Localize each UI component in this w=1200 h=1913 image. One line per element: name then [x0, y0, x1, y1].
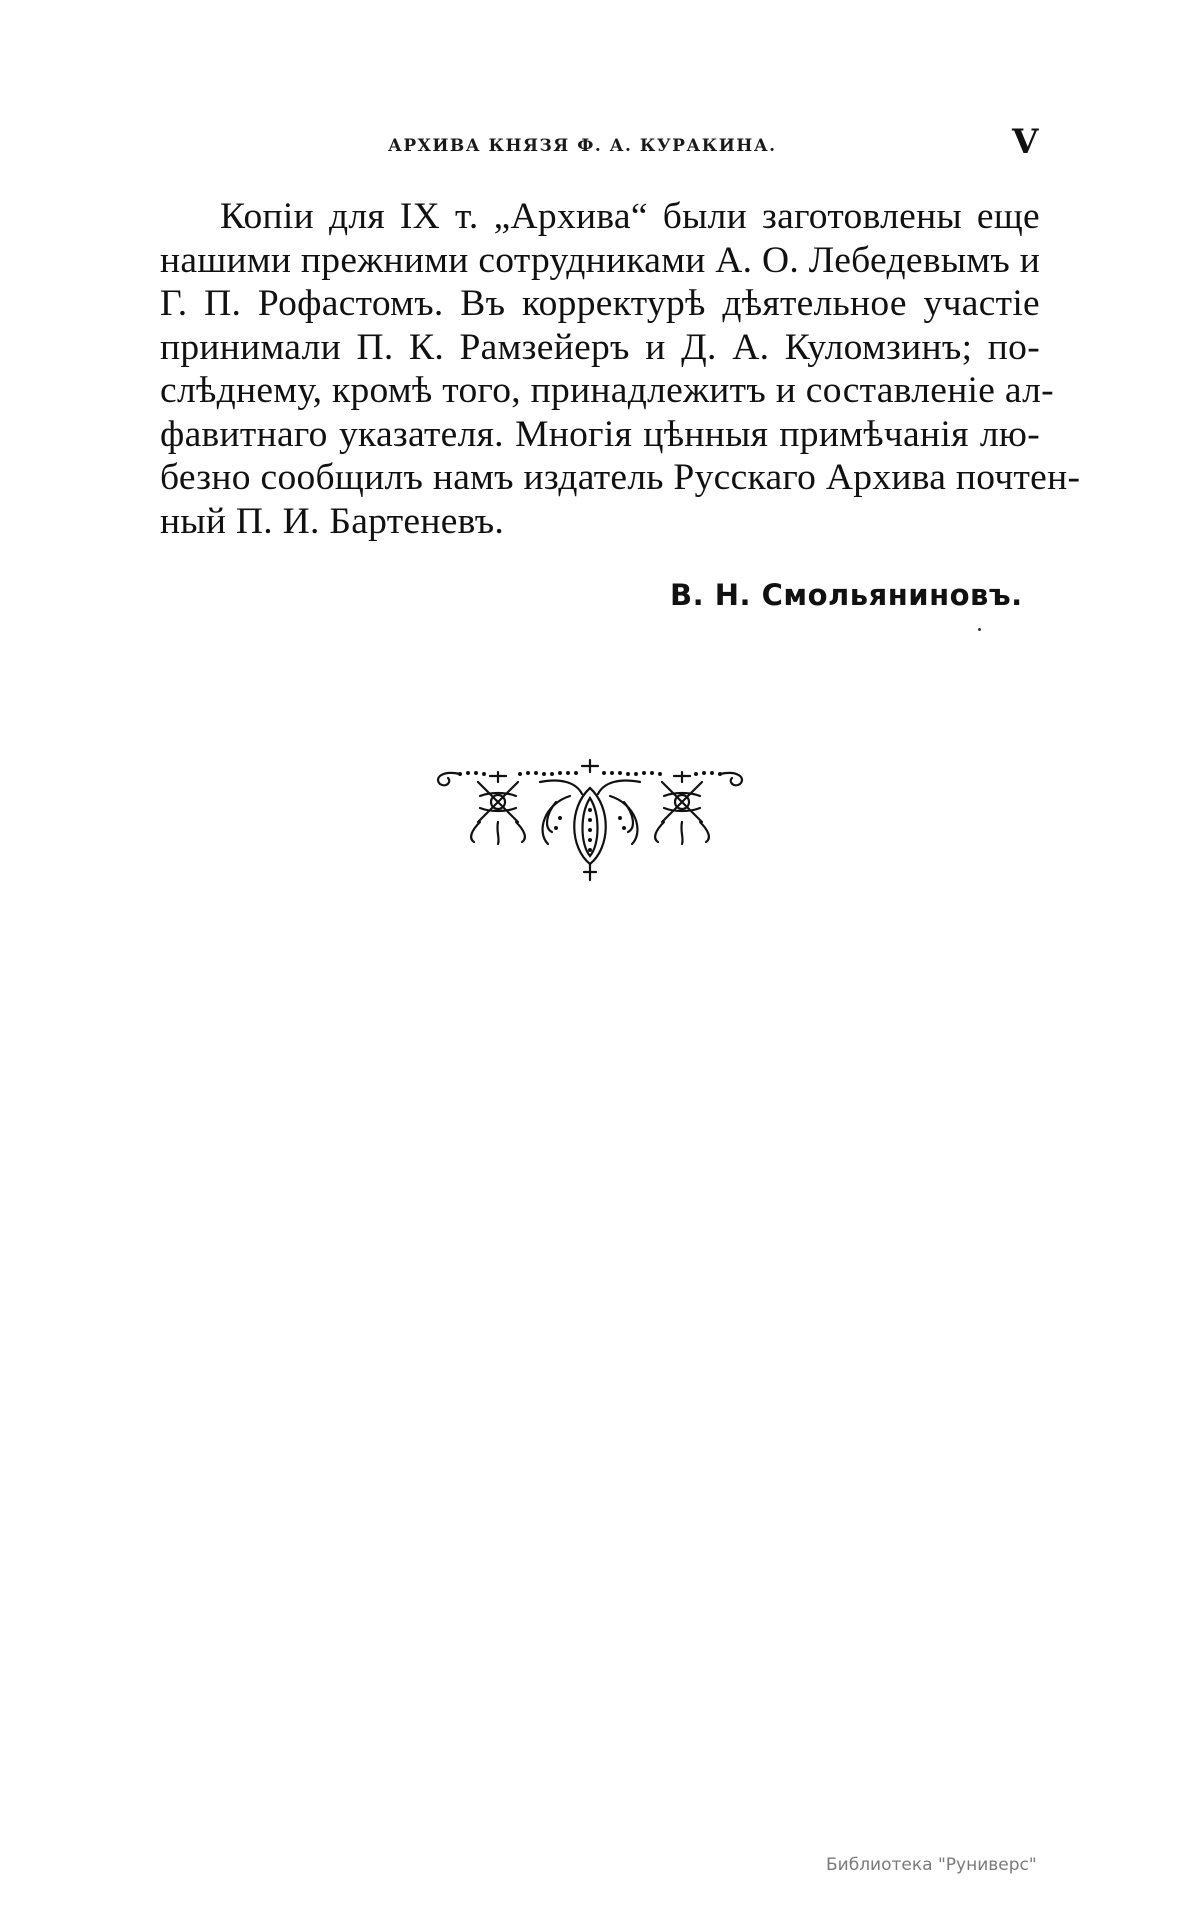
- running-head: АРХИВА КНЯЗЯ Ф. А. КУРАКИНА.: [388, 136, 777, 156]
- library-credit: Библиотека "Руниверс": [826, 1855, 1037, 1875]
- paragraph-line: фавитнаго указателя. Многія цѣнныя примѣчанія лю-: [160, 413, 1040, 455]
- paragraph-line: ный П. И. Бартеневъ.: [160, 500, 505, 542]
- print-speck: [978, 628, 981, 631]
- paragraph-line: принимали П. К. Рамзейеръ и Д. А. Куломзинъ; по-: [160, 326, 1040, 368]
- author-signature: В. Н. Смольяниновъ.: [670, 578, 1023, 612]
- paragraph-line: Г. П. Рофастомъ. Въ корректурѣ дѣятельное участіе: [160, 283, 1040, 324]
- ornament-right-scroll: [720, 773, 742, 785]
- page-number: V: [1012, 122, 1039, 162]
- paragraph-line: нашими прежними сотрудниками А. О. Лебедевымъ и: [160, 239, 1041, 281]
- ornament-right-knot: [655, 772, 709, 844]
- body-paragraph: [160, 195, 1081, 543]
- paragraph-line: Копіи для IX т. „Архива“ были заготовлены еще: [220, 196, 1040, 237]
- paragraph-line: слѣднему, кромѣ того, принадлежитъ и составленіе ал-: [160, 370, 1054, 411]
- decorative-tailpiece-icon: [420, 752, 760, 882]
- paragraph-line: безно сообщилъ намъ издатель Русскаго Архива почтен-: [160, 457, 1081, 498]
- ornament-pendant-dots: [554, 808, 626, 852]
- ornament-left-scroll: [438, 773, 460, 785]
- ornament-left-knot: [471, 772, 525, 844]
